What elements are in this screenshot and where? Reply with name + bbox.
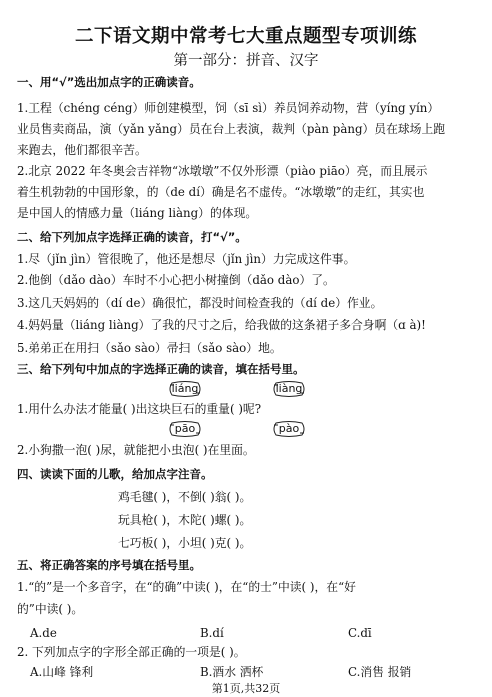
- section3-heading: 三、给下列句中加点的字选择正确的读音，填在括号里。: [17, 362, 305, 376]
- option-b: B.酒水 洒杯: [200, 665, 264, 679]
- pinyin-bubble: pāo: [168, 420, 202, 438]
- section1-line: 是中国人的情感力量（liáng liàng）的体现。: [17, 206, 258, 220]
- page-subtitle: 第一部分：拼音、汉字: [173, 53, 319, 69]
- song-row: 玩具枪( )，木陀( )螺( )。: [118, 513, 252, 527]
- page-title: 二下语文期中常考七大重点题型专项训练: [74, 26, 417, 47]
- section1-line: 着生机勃勃的中国形象，的（de dí）确是名不虚传。“冰墩墩”的走红，其实也: [17, 185, 425, 199]
- song-row: 七巧板( )，小坦( )克( )。: [118, 536, 252, 550]
- option-c: C.dī: [348, 626, 372, 640]
- option-a: A.山峰 锋利: [30, 665, 94, 679]
- section1-line: 来跑去，他们都很辛苦。: [17, 143, 147, 157]
- section2-line: 1.尽（jǐn jìn）管很晚了，他还是想尽（jǐn jìn）力完成这件事。: [17, 252, 356, 266]
- question-2: 2. 下列加点字的字形全部正确的一项是( )。: [17, 645, 246, 659]
- song-row: 鸡毛毽( )，不倒( )翁( )。: [118, 490, 252, 504]
- section3-line: 1.用什么办法才能量( )出这块巨石的重量( )呢?: [17, 402, 262, 416]
- option-a: A.de: [30, 626, 57, 640]
- pinyin-bubble: liáng: [171, 382, 199, 395]
- section1-line: 业员售卖商品，演（yǎn yǎng）员在台上表演，裁判（pàn pàng）员在球场上跑: [17, 122, 446, 136]
- section2-heading: 二、给下列加点字选择正确的读音，打“√”。: [17, 230, 247, 244]
- pinyin-bubble: liàng: [275, 382, 303, 395]
- option-c: C.消售 报销: [348, 665, 412, 679]
- section2-line: 3.这几天妈妈的（dí de）确很忙，都没时间检查我的（dí de）作业。: [17, 296, 383, 310]
- section2-line: 2.他倒（dǎo dào）车时不小心把小树撞倒（dǎo dào）了。: [17, 273, 335, 287]
- section2-line: 5.弟弟正在用扫（sǎo sào）帚扫（sǎo sào）地。: [17, 341, 282, 355]
- pinyin-bubble: pào: [272, 420, 306, 438]
- section2-line: 4.妈妈量（liáng liàng）了我的尺寸之后，给我做的这条裙子多合身啊（ɑ à)!: [17, 318, 426, 332]
- question-1: 1.“的”是一个多音字，在“的确”中读( )，在“的士”中读( )，在“好: [17, 580, 356, 594]
- question-1-cont: 的”中读( )。: [17, 602, 84, 616]
- page-footer: 第1页,共32页: [211, 682, 281, 695]
- section1-heading: 一、用“√”选出加点字的正确读音。: [17, 75, 201, 89]
- section1-line: 2.北京 2022 年冬奥会吉祥物“冰墩墩”不仅外形漂（piào piāo）亮，而且展示: [17, 164, 428, 178]
- option-b: B.dí: [200, 626, 224, 640]
- section1-line: 1.工程（chéng céng）师创建模型，饲（sī sì）养员饲养动物，营（yíng yín）: [17, 101, 440, 115]
- section5-heading: 五、将正确答案的序号填在括号里。: [17, 558, 201, 572]
- section3-line: 2.小狗撒一泡( )尿，就能把小虫泡( )在里面。: [17, 443, 255, 457]
- section4-heading: 四、读读下面的儿歌，给加点字注音。: [17, 467, 213, 481]
